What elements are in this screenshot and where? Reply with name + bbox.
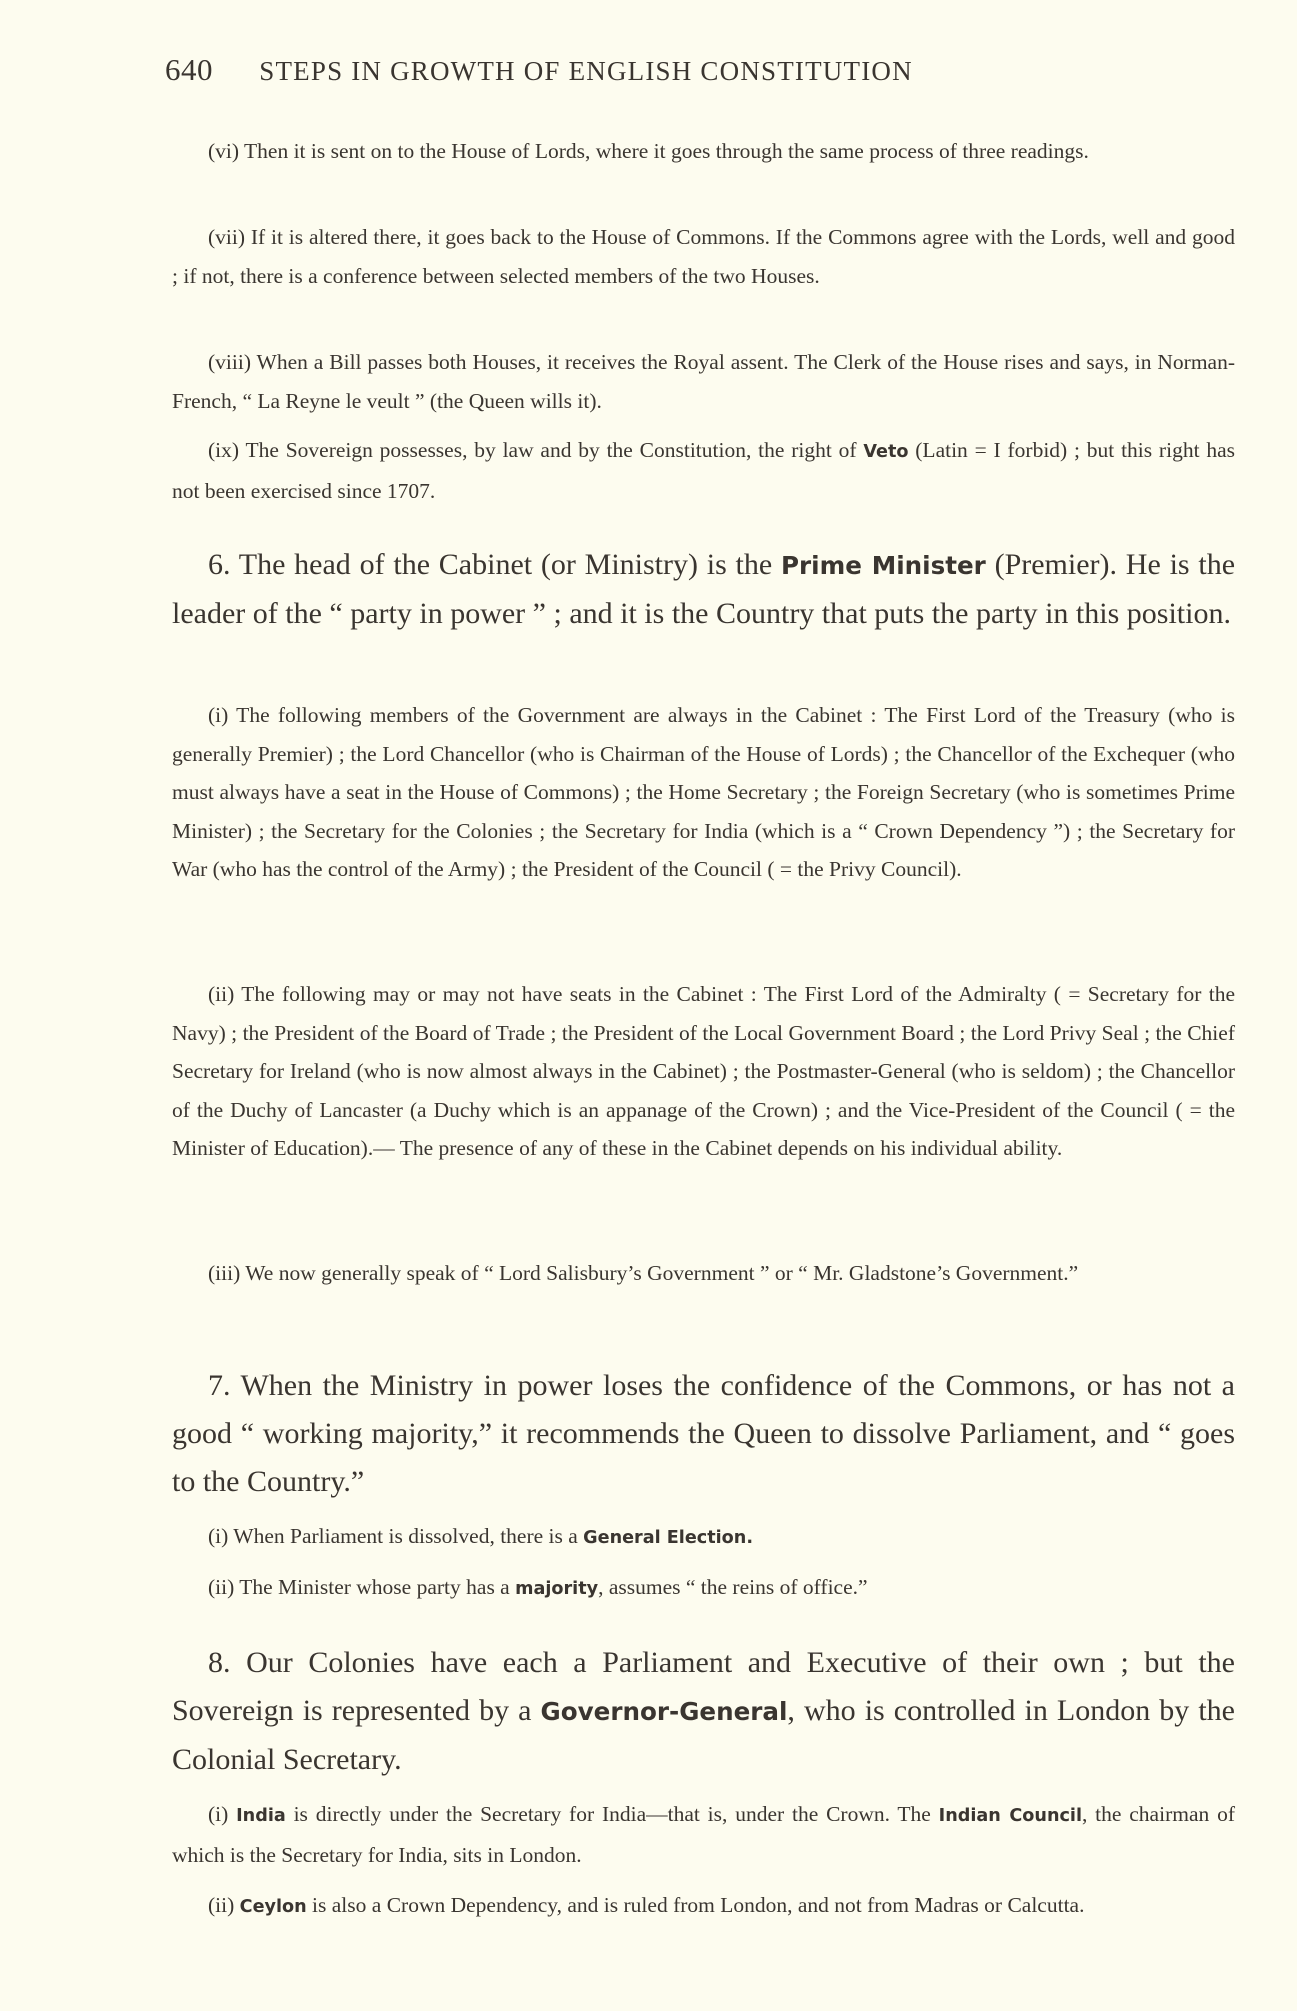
bold-term: Ceylon: [239, 1897, 307, 1917]
page-number: 640: [165, 52, 213, 87]
text-run: (i): [208, 1802, 237, 1826]
text-run: 6. The head of the Cabinet (or Ministry) is the: [208, 548, 781, 581]
section-heading-paragraph: [172, 541, 1235, 638]
bold-term: India: [236, 1806, 286, 1826]
sub-paragraph: [172, 1886, 1235, 1927]
running-header: [165, 52, 913, 88]
text-run: 8. Our Colonies have each a Parliament and Executive of their own ; but the Sovereign is represented by a: [172, 1646, 1235, 1727]
text-run: (Premier). He is the leader of the “ party in power ” ; and it is the Country that puts the party in this position.: [172, 548, 1236, 630]
text-run: (ii): [208, 1893, 240, 1917]
sub-paragraph: [172, 431, 1235, 510]
text-run: (iii) We now generally speak of “ Lord Salisbury’s Government ” or “ Mr. Gladstone’s Government.”: [208, 1261, 1079, 1285]
bold-term: majority: [515, 1579, 599, 1599]
sub-paragraph: [172, 1517, 1235, 1558]
text-run: (ii) The Minister whose party has a: [208, 1575, 516, 1599]
bold-term: General Election.: [583, 1528, 754, 1548]
bold-term: Indian Council: [938, 1806, 1082, 1826]
running-title: STEPS IN GROWTH OF ENGLISH CONSTITUTION: [259, 56, 913, 86]
text-run: (i) The following members of the Government are always in the Cabinet : The First Lord of the Treasury (who is generally Premier) ; the Lord Chancellor (who is Chairman of the House of Lords) ; the Chancellor of the Exchequer (who must always have a seat in the House of Commons) ; the Home Secretary ; the Foreign Secretary (who is sometimes Prime Minister) ; the Secretary for the Colonies ; the Secretary for India (which is a “ Crown Dependency ”) ; the Secretary for War (who has the control of the Army) ; the President of the Council ( = the Privy Council).: [172, 703, 1235, 881]
text-run: (vii) If it is altered there, it goes back to the House of Commons. If the Commons agree with the Lords, well and good ; if not, there is a conference between selected members of the two Houses.: [172, 225, 1235, 288]
text-run: , the chairman of which is the Secretary for India, sits in London.: [172, 1802, 1235, 1867]
sub-paragraph: [172, 1568, 1235, 1609]
text-run: is directly under the Secretary for India—that is, under the Crown. The: [285, 1802, 939, 1826]
text-run: , assumes “ the reins of office.”: [598, 1575, 868, 1599]
text-run: (i) When Parliament is dissolved, there is a: [208, 1524, 584, 1548]
text-run: , who is controlled in London by the Colonial Secretary.: [172, 1694, 1235, 1776]
section-heading-paragraph: [172, 1362, 1235, 1506]
sub-paragraph: [172, 218, 1235, 295]
section-heading-paragraph: [172, 1639, 1235, 1784]
bold-term: Veto: [863, 442, 909, 462]
bold-term: Prime Minister: [781, 551, 986, 580]
bold-term: Governor-General: [540, 1697, 788, 1726]
text-run: (Latin = I forbid) ; but this right has not been exercised since 1707.: [172, 438, 1236, 503]
sub-paragraph: [172, 1795, 1235, 1874]
text-run: 7. When the Ministry in power loses the confidence of the Commons, or has not a good “ working majority,” it recommends the Queen to dissolve Parliament, and “ goes to the Country.”: [172, 1369, 1235, 1498]
sub-paragraph: [172, 1254, 1235, 1293]
text-run: (ii) The following may or may not have seats in the Cabinet : The First Lord of the Admiralty ( = Secretary for the Navy) ; the President of the Board of Trade ; the President of the Local Government Board ; the Lord Privy Seal ; the Chief Secretary for Ireland (who is now almost always in the Cabinet) ; the Postmaster-General (who is seldom) ; the Chancellor of the Duchy of Lancaster (a Duchy which is an appanage of the Crown) ; and the Vice-President of the Council ( = the Minister of Education).— The presence of any of these in the Cabinet depends on his individual ability.: [172, 982, 1235, 1160]
sub-paragraph: [172, 132, 1235, 171]
sub-paragraph: [172, 975, 1235, 1168]
text-run: (vi) Then it is sent on to the House of Lords, where it goes through the same process of three readings.: [208, 139, 1089, 163]
text-run: (ix) The Sovereign possesses, by law and by the Constitution, the right of: [208, 438, 864, 462]
text-run: is also a Crown Dependency, and is ruled from London, and not from Madras or Calcutta.: [306, 1893, 1085, 1917]
sub-paragraph: [172, 696, 1235, 889]
text-run: (viii) When a Bill passes both Houses, it receives the Royal assent. The Clerk of the House rises and says, in Norman-French, “ La Reyne le veult ” (the Queen wills it).: [172, 350, 1235, 413]
sub-paragraph: [172, 343, 1235, 420]
